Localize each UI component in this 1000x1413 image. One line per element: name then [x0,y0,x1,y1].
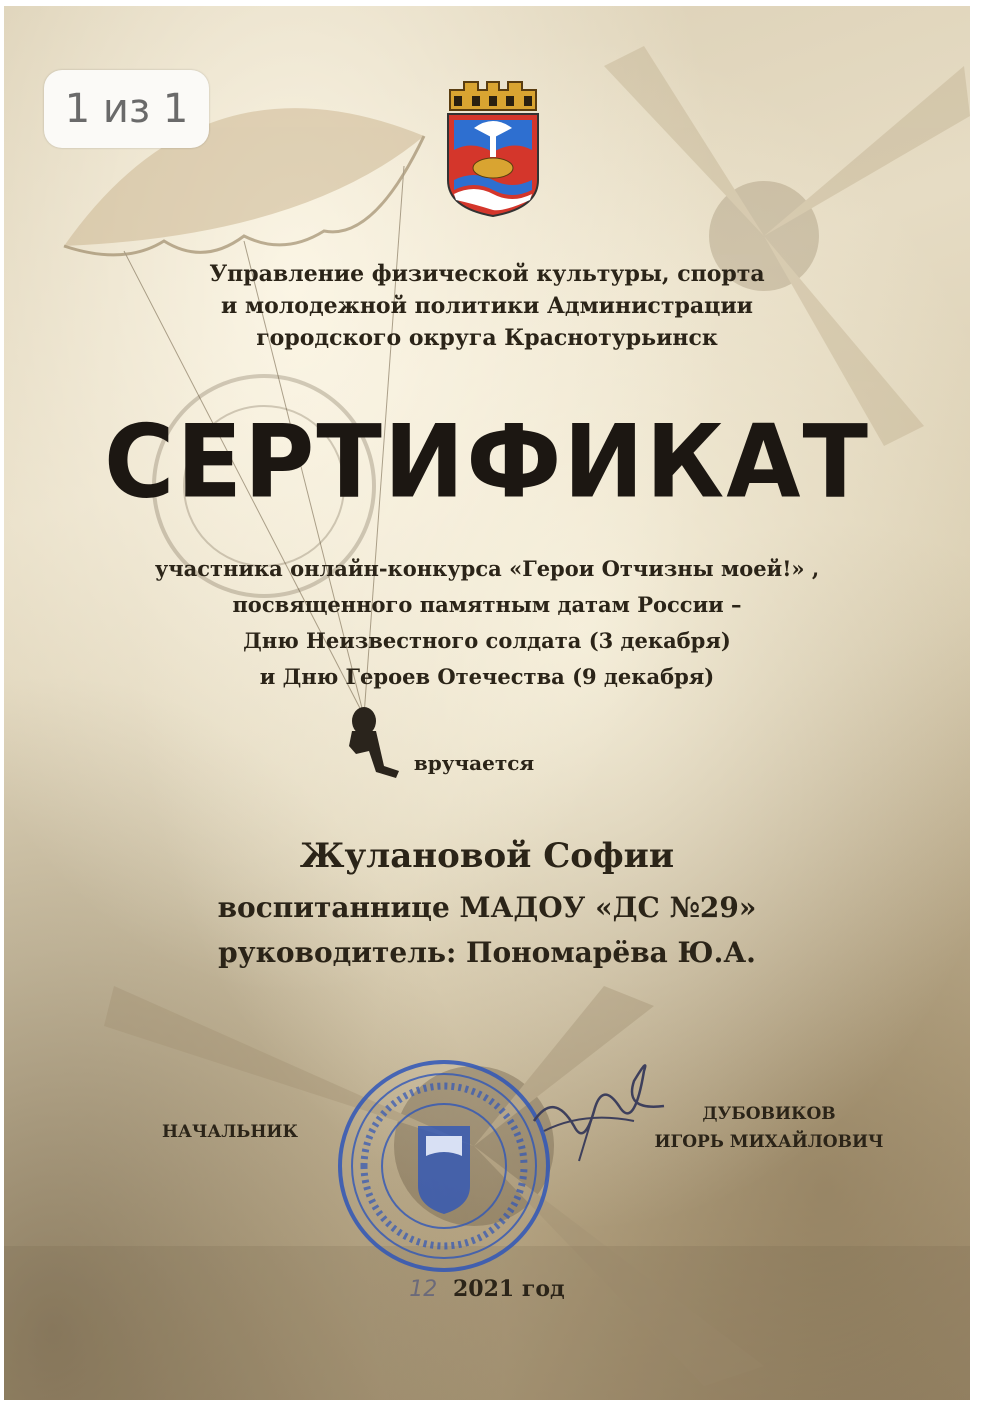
certificate-sheet [4,6,970,1400]
organization-name [4,258,970,354]
official-stamp-icon [334,1056,554,1276]
presented-label: вручается [413,751,535,775]
description-line: участника онлайн-конкурса «Герои Отчизны моей!» , [154,556,820,581]
recipient-role: воспитаннице МАДОУ «ДС №29» [217,891,757,924]
page-counter-badge: 1 из 1 [44,70,209,148]
issue-date [4,1276,970,1302]
propeller-top-illustration [604,46,970,446]
certificate-title: СЕРТИФИКАТ [103,403,870,521]
recipient-leader: руководитель: Пономарёва Ю.А. [218,936,756,969]
organization-line: Управление физической культуры, спорта [209,261,765,287]
handwritten-day: 12 [409,1277,438,1302]
description-line: посвященного памятным датам России – [232,592,742,617]
signatory-given-names: ИГОРЬ МИХАЙЛОВИЧ [654,1132,884,1152]
description-line: и Дню Героев Отечества (9 декабря) [259,664,715,689]
recipient-name: Жулановой Софии [299,836,675,876]
description-line: Дню Неизвестного солдата (3 декабря) [243,628,731,653]
contest-description [4,551,970,695]
signatory-surname: ДУБОВИКОВ [702,1104,836,1124]
signatory-position: НАЧАЛЬНИК [162,1122,298,1142]
coat-of-arms-icon [444,80,542,218]
signatory-name [644,1100,894,1156]
issue-year: 2021 год [452,1276,565,1302]
organization-line: городского округа Краснотурьинск [256,325,718,351]
organization-line: и молодежной политики Администрации [221,293,753,319]
